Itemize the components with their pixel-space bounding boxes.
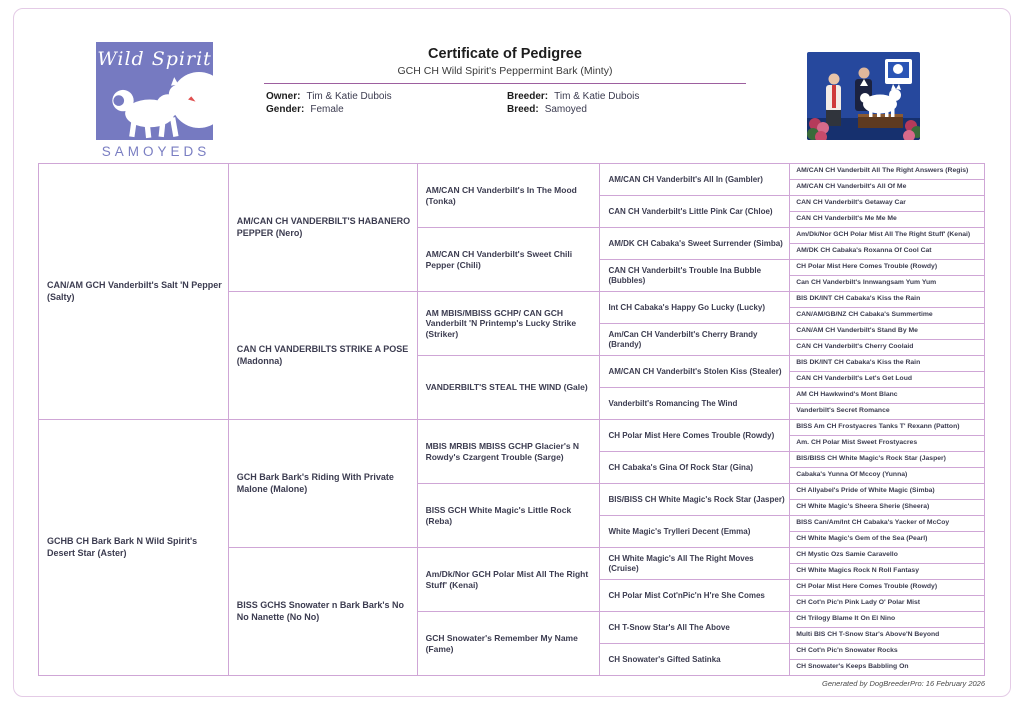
pedigree-cell-gen4-12: White Magic's Trylleri Decent (Emma) <box>600 515 789 547</box>
pedigree-cell-gen3-1: AM/CAN CH Vanderbilt's In The Mood (Tonka) <box>425 184 577 206</box>
show-photo <box>807 52 920 140</box>
kennel-logo <box>96 42 216 159</box>
pedigree-cell-gen5-22: CH White Magic's Sheera Sherie (Sheera) <box>790 499 984 515</box>
breed-row <box>505 104 746 115</box>
breeder-label: Breeder: <box>507 91 549 102</box>
pedigree-cell-gen5-6: AM/DK CH Cabaka's Roxanna Of Cool Cat <box>790 243 984 259</box>
logo-wordmark: SAMOYEDS <box>101 144 211 159</box>
pedigree-cell-gen5-29: CH Trilogy Blame It On El Nino <box>790 611 984 627</box>
pedigree-cell-gen4-11: BIS/BISS CH White Magic's Rock Star (Jasper) <box>600 483 789 515</box>
pedigree-cell-gen5-9: BIS DK/INT CH Cabaka's Kiss the Rain <box>790 291 984 307</box>
pedigree-cell-gen5-25: CH Mystic Ozs Samie Caravello <box>790 547 984 563</box>
footer-credit: Generated by DogBreederPro: 16 February 2026 <box>821 679 985 688</box>
breed-label: Breed: <box>507 104 539 115</box>
pedigree-cell-gen3-6: BISS GCH White Magic's Little Rock (Reba) <box>418 483 600 547</box>
pedigree-cell-gen4-13: CH White Magic's All The Right Moves (Cruise) <box>600 547 789 579</box>
pedigree-cell-gen3-7: Am/Dk/Nor GCH Polar Mist All The Right Stuff' (Kenai) <box>418 547 600 611</box>
pedigree-cell-gen3-5: MBIS MRBIS MBISS GCHP Glacier's N Rowdy's Czargent Trouble (Sarge) <box>418 419 600 483</box>
pedigree-cell-gen5-10: CAN/AM/GB/NZ CH Cabaka's Summertime <box>790 307 984 323</box>
pedigree-table <box>38 163 985 676</box>
page-subtitle: GCH CH Wild Spirit's Peppermint Bark (Minty) <box>397 65 613 77</box>
pedigree-col-3 <box>417 164 600 675</box>
owner-label: Owner: <box>266 91 301 102</box>
pedigree-cell-gen5-23: BISS Can/Am/Int CH Cabaka's Yacker of McCoy <box>790 515 984 531</box>
pedigree-cell-gen2-4: BISS GCHS Snowater n Bark Bark's No No Nanette (No No) <box>229 547 417 675</box>
pedigree-cell-gen1-1: CAN/AM GCH Vanderbilt's Salt 'N Pepper (Salty) <box>47 280 222 302</box>
logo-script-text: Wild Spirit <box>97 48 212 70</box>
pedigree-cell-gen5-13: BIS DK/INT CH Cabaka's Kiss the Rain <box>790 355 984 371</box>
pedigree-col-1 <box>39 164 228 675</box>
pedigree-cell-gen2-1: AM/CAN CH VANDERBILT'S HABANERO PEPPER (Nero) <box>236 216 411 238</box>
pedigree-col-5 <box>789 164 984 675</box>
pedigree-cell-gen4-6: Am/Can CH Vanderbilt's Cherry Brandy (Brandy) <box>600 323 789 355</box>
pedigree-cell-gen5-24: CH White Magic's Gem of the Sea (Pearl) <box>790 531 984 547</box>
pedigree-cell-gen4-16: CH Snowater's Gifted Satinka <box>600 643 789 675</box>
pedigree-cell-gen5-1: AM/CAN CH Vanderbilt All The Right Answers (Regis) <box>796 167 969 175</box>
samoyed-dog-icon <box>100 75 210 140</box>
pedigree-cell-gen3-4: VANDERBILT'S STEAL THE WIND (Gale) <box>418 355 600 419</box>
pedigree-cell-gen4-1: AM/CAN CH Vanderbilt's All In (Gambler) <box>608 174 763 184</box>
gender-row <box>264 104 505 115</box>
pedigree-col-4 <box>599 164 789 675</box>
pedigree-cell-gen5-26: CH White Magics Rock N Roll Fantasy <box>790 563 984 579</box>
header <box>264 46 746 115</box>
pedigree-cell-gen5-21: CH Allyabel's Pride of White Magic (Simba) <box>790 483 984 499</box>
pedigree-cell-gen5-28: CH Cot'n Pic'n Pink Lady O' Polar Mist <box>790 595 984 611</box>
pedigree-cell-gen5-14: CAN CH Vanderbilt's Let's Get Loud <box>790 371 984 387</box>
pedigree-cell-gen4-15: CH T-Snow Star's All The Above <box>600 611 789 643</box>
pedigree-cell-gen4-4: CAN CH Vanderbilt's Trouble Ina Bubble (Bubbles) <box>600 259 789 291</box>
pedigree-cell-gen5-5: Am/Dk/Nor GCH Polar Mist All The Right Stuff' (Kenai) <box>790 227 984 243</box>
pedigree-cell-gen5-27: CH Polar Mist Here Comes Trouble (Rowdy) <box>790 579 984 595</box>
pedigree-cell-gen4-14: CH Polar Mist Cot'nPic'n H're She Comes <box>600 579 789 611</box>
pedigree-cell-gen3-3: AM MBIS/MBISS GCHP/ CAN GCH Vanderbilt 'N Printemp's Lucky Strike (Striker) <box>418 291 600 355</box>
pedigree-cell-gen5-3: CAN CH Vanderbilt's Getaway Car <box>790 195 984 211</box>
pedigree-cell-gen5-18: Am. CH Polar Mist Sweet Frostyacres <box>790 435 984 451</box>
logo-square <box>96 42 213 140</box>
pedigree-cell-gen4-7: AM/CAN CH Vanderbilt's Stolen Kiss (Stealer) <box>600 355 789 387</box>
pedigree-cell-gen2-2: CAN CH VANDERBILTS STRIKE A POSE (Madonna) <box>229 291 417 419</box>
owner-row <box>264 91 505 102</box>
pedigree-cell-gen4-9: CH Polar Mist Here Comes Trouble (Rowdy) <box>600 419 789 451</box>
pedigree-cell-gen5-16: Vanderbilt's Secret Romance <box>790 403 984 419</box>
gender-value: Female <box>310 104 344 115</box>
pedigree-cell-gen3-8: GCH Snowater's Remember My Name (Fame) <box>418 611 600 675</box>
pedigree-cell-gen5-15: AM CH Hawkwind's Mont Blanc <box>790 387 984 403</box>
pedigree-cell-gen5-8: Can CH Vanderbilt's Innwangsam Yum Yum <box>790 275 984 291</box>
gender-label: Gender: <box>266 104 305 115</box>
pedigree-cell-gen4-2: CAN CH Vanderbilt's Little Pink Car (Chloe) <box>600 195 789 227</box>
pedigree-cell-gen4-10: CH Cabaka's Gina Of Rock Star (Gina) <box>600 451 789 483</box>
pedigree-cell-gen4-5: Int CH Cabaka's Happy Go Lucky (Lucky) <box>600 291 789 323</box>
pedigree-cell-gen5-11: CAN/AM CH Vanderbilt's Stand By Me <box>790 323 984 339</box>
pedigree-cell-gen5-4: CAN CH Vanderbilt's Me Me Me <box>790 211 984 227</box>
pedigree-cell-gen5-7: CH Polar Mist Here Comes Trouble (Rowdy) <box>790 259 984 275</box>
pedigree-cell-gen2-3: GCH Bark Bark's Riding With Private Malone (Malone) <box>229 419 417 547</box>
info-grid <box>264 91 746 115</box>
page-title: Certificate of Pedigree <box>428 46 582 62</box>
pedigree-cell-gen5-12: CAN CH Vanderbilt's Cherry Coolaid <box>790 339 984 355</box>
header-divider <box>264 83 746 84</box>
pedigree-cell-gen1-2: GCHB CH Bark Bark N Wild Spirit's Desert Star (Aster) <box>39 419 228 675</box>
pedigree-cell-gen5-30: Multi BIS CH T-Snow Star's Above'N Beyond <box>790 627 984 643</box>
pedigree-cell-gen5-17: BISS Am CH Frostyacres Tanks T' Rexann (Patton) <box>790 419 984 435</box>
pedigree-cell-gen5-20: Cabaka's Yunna Of Mccoy (Yunna) <box>790 467 984 483</box>
breed-value: Samoyed <box>544 104 587 115</box>
owner-value: Tim & Katie Dubois <box>306 91 392 102</box>
pedigree-cell-gen4-8: Vanderbilt's Romancing The Wind <box>600 387 789 419</box>
breeder-row <box>505 91 746 102</box>
pedigree-cell-gen5-2: AM/CAN CH Vanderbilt's All Of Me <box>790 179 984 195</box>
breeder-value: Tim & Katie Dubois <box>554 91 640 102</box>
pedigree-cell-gen5-32: CH Snowater's Keeps Babbling On <box>790 659 984 675</box>
pedigree-col-2 <box>228 164 417 675</box>
pedigree-cell-gen3-2: AM/CAN CH Vanderbilt's Sweet Chili Pepper (Chili) <box>418 227 600 291</box>
pedigree-cell-gen5-31: CH Cot'n Pic'n Snowater Rocks <box>790 643 984 659</box>
pedigree-cell-gen5-19: BIS/BISS CH White Magic's Rock Star (Jasper) <box>790 451 984 467</box>
pedigree-cell-gen4-3: AM/DK CH Cabaka's Sweet Surrender (Simba) <box>600 227 789 259</box>
